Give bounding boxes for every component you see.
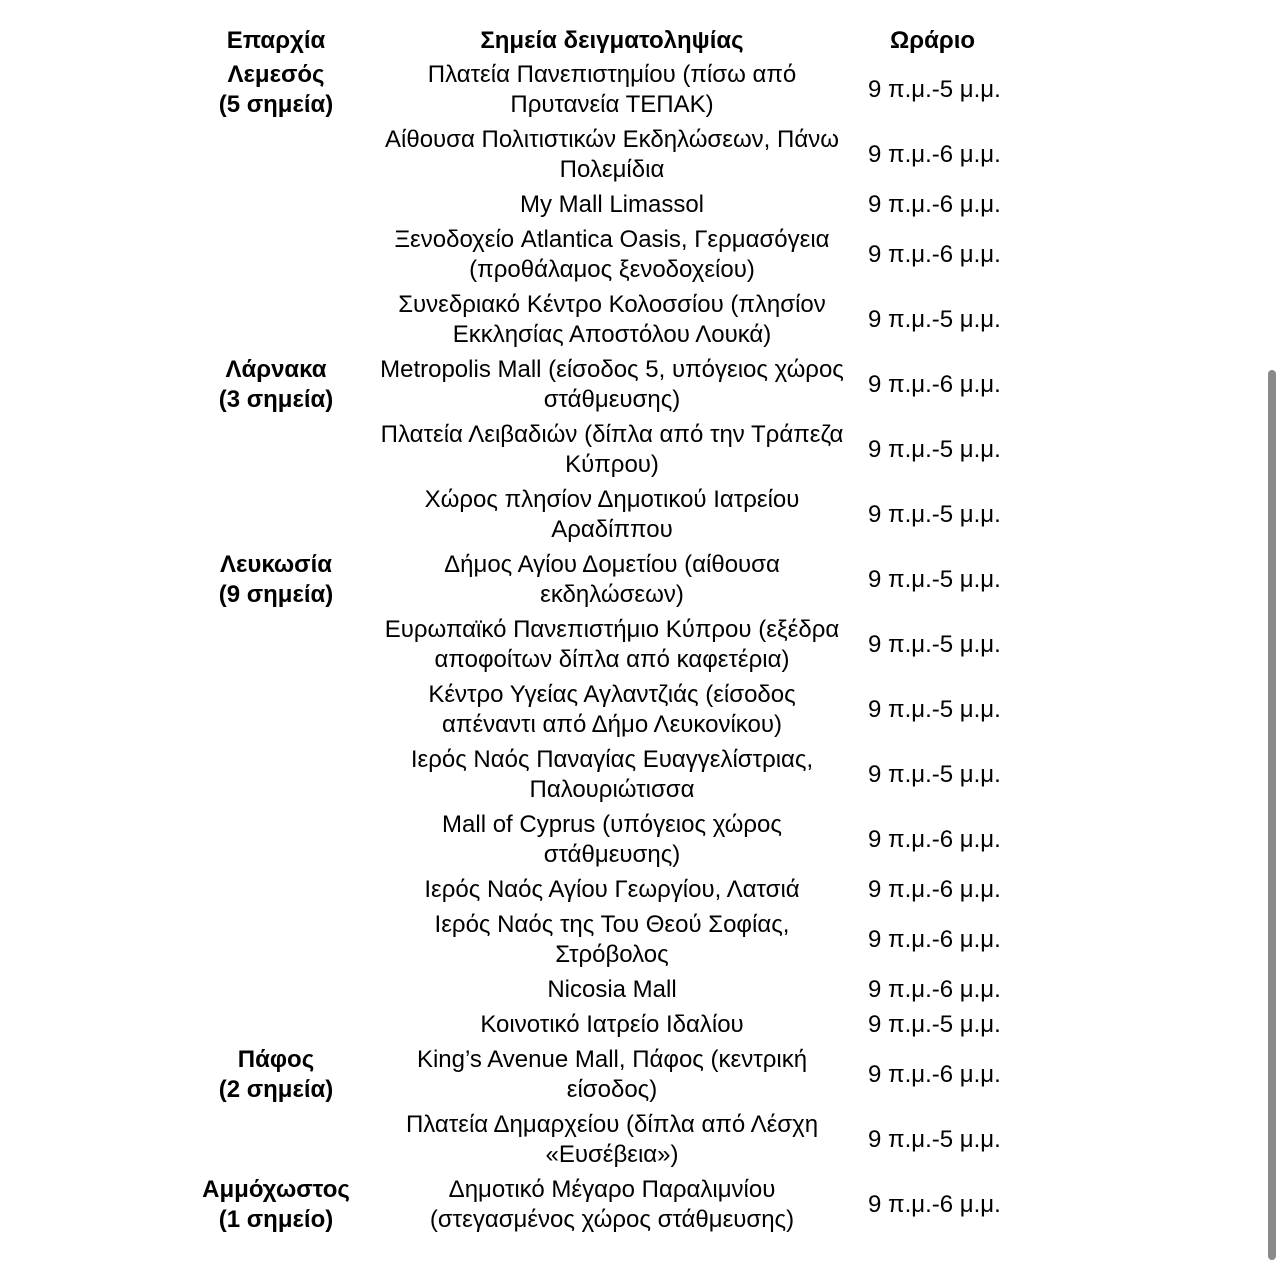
opening-hours-cell: 9 π.μ.-5 μ.μ.: [868, 761, 1001, 788]
sampling-site-text: Δημοτικό Μέγαρο Παραλιμνίου: [448, 1176, 776, 1203]
opening-hours-cell: 9 π.μ.-6 μ.μ.: [868, 371, 1001, 398]
sampling-site-cell: [362, 1043, 862, 1108]
hours-column-header: Ωράριο: [890, 27, 976, 54]
sampling-site-text: Κύπρου): [565, 451, 659, 478]
district-site-count: (3 σημεία): [218, 386, 334, 413]
opening-hours-cell: 9 π.μ.-6 μ.μ.: [868, 976, 1001, 1003]
table-row: [190, 1043, 1030, 1108]
sampling-site-text: Metropolis Mall (είσοδος 5, υπόγειος χώρος: [380, 356, 844, 383]
table-row: [190, 1173, 1030, 1238]
opening-hours-cell: 9 π.μ.-6 μ.μ.: [868, 191, 1001, 218]
opening-hours-cell: 9 π.μ.-6 μ.μ.: [868, 1061, 1001, 1088]
sampling-site-cell: [362, 743, 862, 808]
sampling-site-text: Nicosia Mall: [547, 976, 677, 1003]
district-name: Λευκωσία: [219, 551, 333, 578]
sampling-site-text: Αίθουσα Πολιτιστικών Εκδηλώσεων, Πάνω: [385, 126, 839, 153]
sampling-site-text: Ιερός Ναός Αγίου Γεωργίου, Λατσιά: [424, 876, 800, 903]
district-name: Αμμόχωστος: [202, 1176, 350, 1203]
sampling-site-cell: [362, 973, 862, 1008]
sampling-site-text: Πρυτανεία ΤΕΠΑΚ): [510, 91, 714, 118]
opening-hours-cell: 9 π.μ.-6 μ.μ.: [868, 1191, 1001, 1218]
sampling-site-cell: [362, 188, 862, 223]
sampling-site-text: Mall of Cyprus (υπόγειος χώρος: [442, 811, 782, 838]
sampling-site-cell: [362, 123, 862, 188]
document-page: [190, 26, 1030, 1238]
district-cell: [190, 353, 362, 548]
opening-hours-cell: 9 π.μ.-5 μ.μ.: [868, 696, 1001, 723]
district-name: Λεμεσός: [227, 61, 325, 88]
sampling-site-text: Στρόβολος: [555, 941, 669, 968]
sampling-site-text: «Ευσέβεια»): [545, 1141, 679, 1168]
sampling-site-text: (προθάλαμος ξενοδοχείου): [469, 256, 755, 283]
district-site-count: (5 σημεία): [218, 91, 334, 118]
opening-hours-cell: 9 π.μ.-5 μ.μ.: [868, 76, 1001, 103]
district-site-count: (2 σημεία): [218, 1076, 334, 1103]
district-site-count: (9 σημεία): [218, 581, 334, 608]
sampling-site-cell: [362, 1173, 862, 1238]
sampling-site-cell: [362, 418, 862, 483]
table-row: [190, 353, 1030, 418]
sampling-site-cell: [362, 353, 862, 418]
opening-hours-cell: 9 π.μ.-5 μ.μ.: [868, 1011, 1001, 1038]
sampling-site-text: My Mall Limassol: [519, 191, 705, 218]
sampling-site-cell: [362, 58, 862, 123]
sampling-site-text: Παλουριώτισσα: [529, 776, 695, 803]
sampling-site-text: Δήμος Αγίου Δομετίου (αίθουσα: [444, 551, 780, 578]
table-header-row: [190, 26, 1030, 58]
sampling-site-text: απέναντι από Δήμο Λευκονίκου): [442, 711, 782, 738]
sampling-site-cell: [362, 808, 862, 873]
sampling-site-text: King’s Avenue Mall, Πάφος (κεντρική: [416, 1046, 808, 1073]
sampling-site-text: Συνεδριακό Κέντρο Κολοσσίου (πλησίον: [398, 291, 826, 318]
sampling-site-cell: [362, 548, 862, 613]
vertical-scrollbar[interactable]: [1268, 370, 1276, 1260]
sampling-site-text: Αραδίππου: [551, 516, 673, 543]
sampling-site-text: Πολεμίδια: [559, 156, 665, 183]
opening-hours-cell: 9 π.μ.-5 μ.μ.: [868, 1126, 1001, 1153]
district-name: Λάρνακα: [225, 356, 327, 383]
sampling-site-text: Χώρος πλησίον Δημοτικού Ιατρείου: [424, 486, 800, 513]
district-column-header: Επαρχία: [226, 27, 326, 54]
sampling-site-text: είσοδος): [566, 1076, 658, 1103]
district-site-count: (1 σημείο): [218, 1206, 334, 1233]
sampling-site-text: (στεγασμένος χώρος στάθμευσης): [429, 1206, 795, 1233]
opening-hours-cell: 9 π.μ.-6 μ.μ.: [868, 926, 1001, 953]
sampling-site-cell: [362, 1108, 862, 1173]
sampling-site-cell: [362, 288, 862, 353]
sampling-site-cell: [362, 613, 862, 678]
sampling-site-cell: [362, 483, 862, 548]
opening-hours-cell: 9 π.μ.-6 μ.μ.: [868, 826, 1001, 853]
sampling-site-text: Πλατεία Λειβαδιών (δίπλα από την Τράπεζα: [380, 421, 844, 448]
sampling-site-cell: [362, 1008, 862, 1043]
district-cell: [190, 1043, 362, 1173]
opening-hours-cell: 9 π.μ.-5 μ.μ.: [868, 566, 1001, 593]
opening-hours-cell: 9 π.μ.-6 μ.μ.: [868, 241, 1001, 268]
opening-hours-cell: 9 π.μ.-5 μ.μ.: [868, 306, 1001, 333]
opening-hours-cell: 9 π.μ.-6 μ.μ.: [868, 141, 1001, 168]
sampling-sites-table: [190, 26, 1030, 1238]
sampling-site-cell: [362, 908, 862, 973]
table-body: [190, 58, 1030, 1238]
table-row: [190, 548, 1030, 613]
sampling-site-text: Πλατεία Πανεπιστημίου (πίσω από: [427, 61, 797, 88]
sampling-site-text: αποφοίτων δίπλα από καφετέρια): [434, 646, 790, 673]
sampling-site-text: Κέντρο Υγείας Αγλαντζιάς (είσοδος: [428, 681, 796, 708]
table-row: [190, 58, 1030, 123]
sampling-site-text: Ιερός Ναός της Του Θεού Σοφίας,: [434, 911, 790, 938]
sampling-site-text: στάθμευσης): [543, 841, 681, 868]
opening-hours-cell: 9 π.μ.-5 μ.μ.: [868, 436, 1001, 463]
district-cell: [190, 58, 362, 353]
sampling-site-text: Ξενοδοχείο Atlantica Oasis, Γερμασόγεια: [394, 226, 830, 253]
sampling-site-text: Κοινοτικό Ιατρείο Ιδαλίου: [480, 1011, 744, 1038]
site-column-header: Σημεία δειγματοληψίας: [480, 27, 744, 54]
opening-hours-cell: 9 π.μ.-6 μ.μ.: [868, 876, 1001, 903]
opening-hours-cell: 9 π.μ.-5 μ.μ.: [868, 631, 1001, 658]
sampling-site-cell: [362, 873, 862, 908]
sampling-site-text: Ευρωπαϊκό Πανεπιστήμιο Κύπρου (εξέδρα: [384, 616, 840, 643]
sampling-site-text: Πλατεία Δημαρχείου (δίπλα από Λέσχη: [405, 1111, 819, 1138]
district-cell: [190, 1173, 362, 1238]
sampling-site-text: Εκκλησίας Αποστόλου Λουκά): [452, 321, 772, 348]
sampling-site-text: Ιερός Ναός Παναγίας Ευαγγελίστριας,: [410, 746, 814, 773]
sampling-site-cell: [362, 678, 862, 743]
sampling-site-text: στάθμευσης): [543, 386, 681, 413]
opening-hours-cell: 9 π.μ.-5 μ.μ.: [868, 501, 1001, 528]
sampling-site-text: εκδηλώσεων): [540, 581, 684, 608]
district-name: Πάφος: [237, 1046, 315, 1073]
district-cell: [190, 548, 362, 1043]
sampling-site-cell: [362, 223, 862, 288]
